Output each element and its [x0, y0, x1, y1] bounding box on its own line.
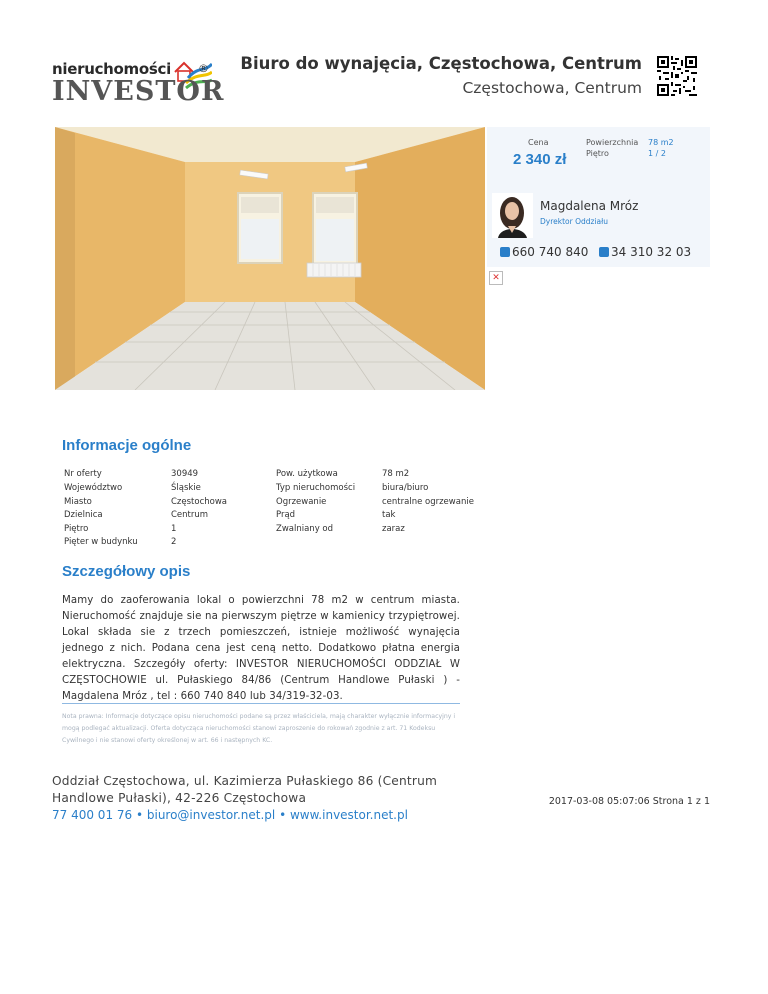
info-value: tak	[382, 510, 396, 520]
info-value: 2	[171, 537, 177, 547]
info-value: zaraz	[382, 524, 405, 534]
info-value: 1	[171, 524, 177, 534]
agent-panel	[487, 187, 710, 267]
broken-image-icon: ✕	[489, 271, 503, 285]
legal-note: Nota prawna: Informacje dotyczące opisu nieruchomości podane są przez właściciela, mają charakter wyłącznie informacyjny i mogą podlegać aktualizacji. Oferta dotycząca nieruchomości stanowi zaproszenie do rokowań zgodnie z art. 71 Kodeksu Cywilnego i nie stanowi oferty określonej w art. 66 i następnych KC.	[62, 713, 456, 744]
info-label: Nr oferty	[64, 469, 102, 479]
company-logo	[52, 56, 225, 107]
info-value: Centrum	[171, 510, 209, 520]
description-text: Mamy do zaoferowania lokal o powierzchni 78 m2 w centrum miasta. Nieruchomość znajduje sie na pierwszym piętrze w kamienicy trzypiętrowej. Lokal składa sie z trzech pomieszczeń, istnieje możliwość wynajęcia jednego z nich. Podana cena jest ceną netto. Dodatkowo płatna energia elektryczna. Szczegóły oferty: INVESTOR NIERUCHOMOŚCI ODDZIAŁ W CZĘSTOCHOWIE ul. Pułaskiego 84/86 (Centrum Handlowe Pułaski ) - Magdalena Mróz , tel : 660 740 840 lub 34/319-32-03.	[62, 595, 460, 702]
info-value: centralne ogrzewanie	[382, 497, 474, 507]
info-label: Prąd	[276, 510, 296, 520]
divider	[62, 703, 460, 704]
info-label: Dzielnica	[64, 510, 103, 520]
info-value: Częstochowa	[171, 497, 228, 507]
floor-value: 1 / 2	[648, 149, 666, 158]
phone-number-1: 660 740 840	[512, 245, 589, 259]
phone-icon	[500, 247, 510, 257]
offer-location: Częstochowa, Centrum	[462, 79, 642, 97]
agent-name: Magdalena Mróz	[540, 199, 639, 213]
offer-title: Biuro do wynajęcia, Częstochowa, Centrum	[240, 54, 642, 73]
print-date-page: 2017-03-08 05:07:06 Strona 1 z 1	[548, 796, 710, 807]
info-label: Zwalniany od	[276, 524, 334, 534]
qr-code-icon	[657, 56, 697, 96]
price-value: 2 340 zł	[513, 151, 567, 168]
logo-text-top: nieruchomości	[52, 60, 171, 78]
phone-icon	[599, 247, 609, 257]
general-info-heading: Informacje ogólne	[62, 437, 192, 454]
agent-avatar	[492, 193, 533, 238]
area-value: 78 m2	[648, 138, 674, 147]
offer-title-block	[240, 54, 642, 97]
info-label: Województwo	[64, 483, 123, 493]
info-value: 30949	[171, 469, 199, 479]
info-label: Pięter w budynku	[64, 537, 138, 547]
info-label: Ogrzewanie	[276, 497, 327, 507]
phone-number-2: 34 310 32 03	[611, 245, 692, 259]
logo-text-bottom: INVESTOR	[52, 76, 225, 107]
property-photo	[55, 127, 485, 390]
office-contact[interactable]: 77 400 01 76 • biuro@investor.net.pl • www.investor.net.pl	[52, 808, 408, 822]
info-label: Miasto	[64, 497, 92, 507]
info-label: Pow. użytkowa	[276, 469, 338, 479]
price-label: Cena	[528, 138, 549, 147]
agent-role: Dyrektor Oddziału	[540, 217, 609, 226]
info-value: Śląskie	[171, 483, 201, 493]
area-label: Powierzchnia	[586, 138, 639, 147]
description-heading: Szczegółowy opis	[62, 563, 191, 580]
floor-label: Piętro	[586, 149, 609, 158]
info-label: Piętro	[64, 524, 89, 534]
info-value: biura/biuro	[382, 483, 429, 493]
office-address: Oddział Częstochowa, ul. Kazimierza Pułaskiego 86 (Centrum Handlowe Pułaski), 42-226 Częstochowa	[52, 774, 438, 805]
info-label: Typ nieruchomości	[276, 483, 356, 493]
price-summary-panel	[487, 127, 710, 187]
info-value: 78 m2	[382, 469, 410, 479]
agent-phone-office[interactable]	[599, 245, 691, 259]
registered-mark: ®	[198, 62, 209, 75]
agent-phone-mobile[interactable]	[500, 245, 588, 259]
